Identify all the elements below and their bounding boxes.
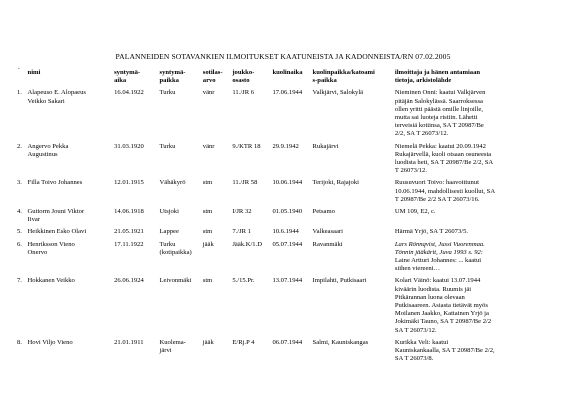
casualty-table xyxy=(17,69,547,368)
header-death-date: kuolinaika xyxy=(272,69,303,76)
informant-line: luodista heti, SA T 20987/Be 2/2, SA xyxy=(394,159,494,167)
table-row xyxy=(17,339,547,368)
informant-line: Niemelä Pekka: kaatui 20.09.1942 xyxy=(394,142,486,150)
row-number: 7. xyxy=(17,277,22,285)
informant-line: ollen yritti päästä omille linjoille, xyxy=(394,105,483,113)
informant-line: terveisiä kotiinsa, SA T 20987/Be xyxy=(394,122,484,130)
military-unit: 9./KTR 18 xyxy=(232,142,261,150)
military-unit: 11./JR 58 xyxy=(232,179,258,187)
informant-line: SA T 26073/12. xyxy=(394,326,437,334)
birth-date: 12.01.1915 xyxy=(114,179,144,187)
informant-line: Härmä Yrjö, SA T 26073/5. xyxy=(394,228,469,236)
military-unit: E/Rj.P 4 xyxy=(232,338,255,346)
informant-info xyxy=(395,208,547,228)
military-unit: I/JR 32 xyxy=(232,208,252,216)
informant-info xyxy=(395,179,547,208)
informant-line: UM 109, E2, c. xyxy=(394,208,436,216)
birth-place: Turku (kotipaikka) xyxy=(159,240,192,256)
table-row xyxy=(17,241,547,278)
death-place: Terijoki, Rajajoki xyxy=(312,179,359,187)
table-row xyxy=(17,228,547,240)
military-rank: vänr xyxy=(202,89,215,97)
row-number: 2. xyxy=(17,142,22,150)
death-place: Salmi, Kauniskangas xyxy=(312,338,369,346)
death-place: Impilahti, Putkisaari xyxy=(312,277,367,285)
header-name: nimi xyxy=(27,69,41,76)
person-name: Angervo Pekka Augustinus xyxy=(27,142,69,158)
header-unit: joukko- osasto xyxy=(232,69,255,85)
death-place: Petsamo xyxy=(312,208,335,216)
death-place: Rukajärvi xyxy=(312,142,339,150)
informant-line: Pitkärannan luona olevaan xyxy=(394,293,465,301)
military-rank: stm xyxy=(202,228,213,236)
header-birth-date: syntymä- aika xyxy=(114,69,141,85)
military-rank: jääk xyxy=(202,338,214,346)
death-place: Valkeasaari xyxy=(312,228,343,236)
header-informant: ilmoittaja ja hänen antamiaan tietoja, arkistolähde xyxy=(394,69,481,85)
document-title: PALANNEIDEN SOTAVANKIEN ILMOITUKSET KAATUNEISTA JA KADONNEISTA/RN 07.02.2005 xyxy=(115,52,451,61)
person-name: Hovi Viljo Vieno xyxy=(27,338,73,346)
birth-date: 14.06.1918 xyxy=(114,208,144,216)
military-rank: jääk xyxy=(202,240,214,248)
military-rank: stm xyxy=(202,277,213,285)
informant-line: Moilanen Jaakko, Kattainen Yrjö ja xyxy=(394,310,489,318)
informant-info xyxy=(395,228,547,240)
death-date: 06.07.1944 xyxy=(272,338,303,346)
table-row xyxy=(17,277,547,338)
informant-line: Jokimäki Tauno, SA T 20987/Be 2/2 xyxy=(394,318,492,326)
person-name: Henriksson Vieno Onervo xyxy=(27,240,75,256)
row-number: 3. xyxy=(17,179,22,187)
birth-place: Utsjoki xyxy=(159,208,179,216)
birth-date: 21.05.1921 xyxy=(114,228,144,236)
informant-line: Laine Artturi Johannes: ... kaatui xyxy=(394,257,482,265)
row-number: 8. xyxy=(17,338,22,346)
informant-line: Kauniskankaalla, SA T 20987/Be 2/2, xyxy=(394,347,495,355)
death-date: 17.06.1944 xyxy=(272,89,303,97)
birth-place: Vähäkyrö xyxy=(159,179,186,187)
informant-info xyxy=(395,89,547,142)
birth-date: 16.04.1922 xyxy=(114,89,144,97)
birth-place: Lappee xyxy=(159,228,179,236)
military-rank: stm xyxy=(202,208,213,216)
informant-line: Kurikka Veli: kaatui xyxy=(394,338,449,346)
person-name: Heikkinen Esko Olavi xyxy=(27,228,87,236)
header-number xyxy=(17,69,28,89)
informant-line: kiväärin luodista. Ruumis jäi xyxy=(394,285,472,293)
informant-info xyxy=(395,277,547,338)
death-date: 10.06.1944 xyxy=(272,179,303,187)
informant-line: mutta sai luoteja ristiin. Lähetti xyxy=(394,114,478,122)
header-death-place: kuolinpaikka/katoami s-paikka xyxy=(312,69,375,85)
military-unit: 7./JR 1 xyxy=(232,228,252,236)
birth-place: Turku xyxy=(159,89,176,97)
military-unit: 11./JR 6 xyxy=(232,89,255,97)
table-row xyxy=(17,89,547,142)
informant-line: T 20987/Be 2/2 SA T 26073/16. xyxy=(394,195,480,203)
informant-line: Rukajärvellä, kuoli otsaan osuneesta xyxy=(394,150,492,158)
military-unit: Jääk.K/1.D xyxy=(232,240,262,248)
death-place: Valkjärvi, Salokylä xyxy=(312,89,364,97)
row-number: 5. xyxy=(17,228,22,236)
informant-line: 2/2, SA T 26073/12. xyxy=(394,130,449,138)
informant-line: SA T 26073/8. xyxy=(394,355,434,363)
birth-date: 26.06.1924 xyxy=(114,277,144,285)
informant-line: 10.06.1944, mahdollisesti kuollut, SA xyxy=(394,187,496,195)
death-date: 13.07.1944 xyxy=(272,277,303,285)
death-date: 05.07.1944 xyxy=(272,240,303,248)
source-citation: Lars Rönnqvist, Jussi Vuorenmaa. xyxy=(394,240,485,248)
table-row xyxy=(17,179,547,208)
informant-line: pitäjän Salokylässä. Saarroksessa xyxy=(394,97,483,105)
source-citation: Tönnin jääkärit, Juva 1993 s. 92: xyxy=(394,248,483,256)
header-birth-place: syntymä- paikka xyxy=(159,69,186,85)
informant-line: Ruusuvuori Toivo: haavoittunut xyxy=(394,179,479,187)
birth-date: 31.03.1920 xyxy=(114,142,144,150)
death-place: Ravanmäki xyxy=(312,240,343,248)
table-row xyxy=(17,208,547,228)
person-name: Filla Toivo Johannes xyxy=(27,179,83,187)
person-name: Guttorm Jouni Viktor Iivar xyxy=(27,208,85,224)
document-marker: . xyxy=(18,63,20,71)
row-number: 6. xyxy=(17,240,22,248)
death-date: 10.6.1944 xyxy=(272,228,299,236)
birth-place: Leivonmäki xyxy=(159,277,192,285)
birth-place: Turku xyxy=(159,142,176,150)
birth-place: Kuolema- järvi xyxy=(159,338,186,355)
person-name: Hokkanen Veikko xyxy=(27,277,75,285)
informant-line: siihen viereeni… xyxy=(394,265,441,273)
military-unit: 5./15.Pr. xyxy=(232,277,255,285)
death-date: 01.05.1940 xyxy=(272,208,303,216)
birth-date: 21.01.1911 xyxy=(114,338,144,346)
birth-date: 17.11.1922 xyxy=(114,240,144,248)
death-date: 29.9.1942 xyxy=(272,142,299,150)
table-row xyxy=(17,143,547,180)
informant-info xyxy=(395,241,547,278)
military-rank: stm xyxy=(202,179,213,187)
informant-line: T 26073/12. xyxy=(394,167,428,175)
informant-line: Kolari Väinö: kaatui 13.07.1944 xyxy=(394,277,481,285)
table-header-row xyxy=(17,69,547,89)
table-body xyxy=(17,89,547,367)
military-rank: vänr xyxy=(202,142,215,150)
informant-line: Putkisaareen. Asiasta tietävät myös xyxy=(394,302,488,310)
informant-info xyxy=(395,339,547,368)
informant-line: Nieminen Onni: kaatui Valkjärven xyxy=(394,89,486,97)
row-number: 1. xyxy=(17,89,22,97)
header-rank: sotilas- arvo xyxy=(202,69,223,85)
person-name: Alapeuso E. Alopaeus Veikko Sakari xyxy=(27,89,86,105)
row-number: 4. xyxy=(17,208,22,216)
informant-info xyxy=(395,143,547,180)
